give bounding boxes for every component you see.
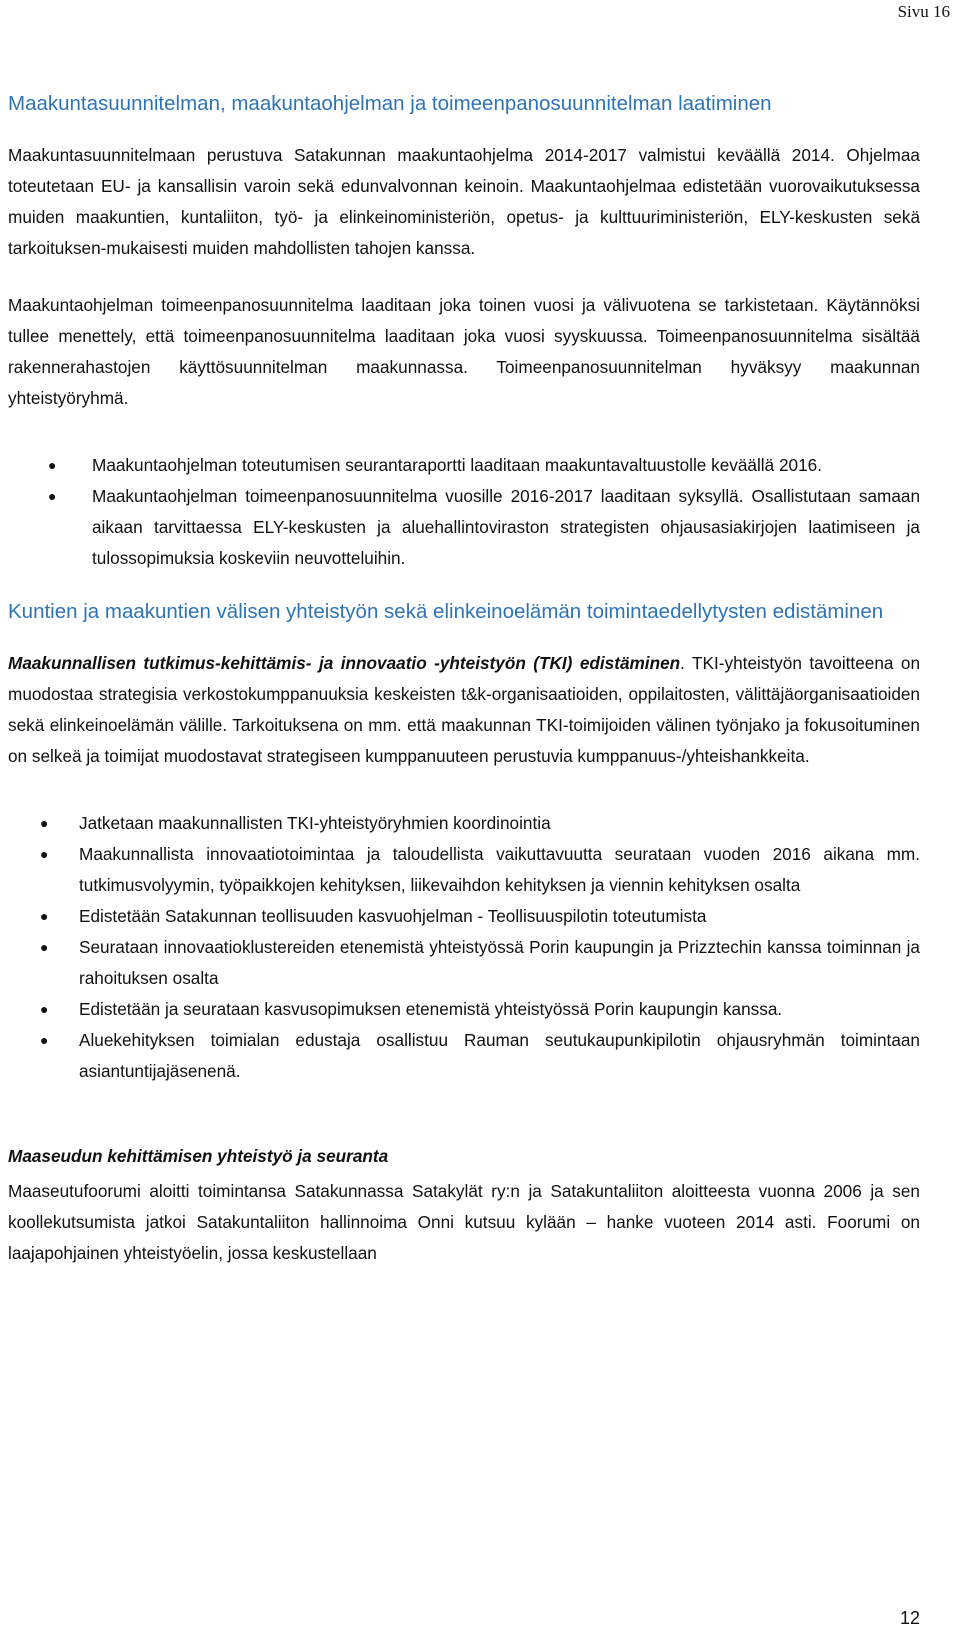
lead-text-rest: . TKI-yhteistyön tavoitteena on muodostaa strategisia verkostokumppanuuksia keskeisten t&k-organisaatioiden, oppilaitosten, välittäjäorganisaatioiden sekä elinkeinoelämän välille. Tarkoituksena on mm. että maakunnan TKI-toimijoiden välinen työnjako ja fokusoituminen on selkeä ja toimijat muodostavat strategiseen kumppanuuteen perustuvia kumppanuus-/yhteishankkeita. bbox=[8, 653, 920, 766]
list-item: ● Maakuntaohjelman toimeenpanosuunnitelma vuosille 2016-2017 laaditaan syksyllä. Osallistutaan samaan aikaan tarvittaessa ELY-keskusten ja aluehallintoviraston strategisten ohjausasiakirjojen laatimiseen ja tulossopimuksia koskeviin neuvotteluihin. bbox=[8, 481, 920, 574]
list-item: ● Edistetään ja seurataan kasvusopimuksen etenemistä yhteistyössä Porin kaupungin kanssa. bbox=[8, 994, 920, 1025]
bullet-list-tki bbox=[8, 808, 920, 1087]
lead-text-bold: Maakunnallisen tutkimus-kehittämis- ja innovaatio -yhteistyön (TKI) edistäminen bbox=[8, 653, 681, 673]
bullet-icon: ● bbox=[48, 488, 57, 504]
bullet-icon: ● bbox=[40, 908, 49, 924]
list-item: ● Jatketaan maakunnallisten TKI-yhteistyöryhmien koordinointia bbox=[8, 808, 920, 839]
paragraph-maakuntaohjelma: Maakuntasuunnitelmaan perustuva Satakunnan maakuntaohjelma 2014-2017 valmistui keväällä 2014. Ohjelmaa toteutetaan EU- ja kansallisin varoin sekä edunvalvonnan keinoin. Maakuntaohjelmaa edistetään vuorovaikutuksessa muiden maakuntien, kuntaliiton, työ- ja elinkeinoministeriön, opetus- ja kulttuuriministeriön, ELY-keskusten sekä tarkoituksen-mukaisesti muiden mahdollisten tahojen kanssa. bbox=[8, 145, 920, 258]
bullet-icon: ● bbox=[40, 815, 49, 831]
document-body bbox=[8, 88, 920, 1269]
bullet-icon: ● bbox=[40, 1032, 49, 1048]
paragraph-maaseutufoorumi: Maaseutufoorumi aloitti toimintansa Satakunnassa Satakylät ry:n ja Satakuntaliiton aloitteesta vuonna 2006 ja sen koollekutsumista jatkoi Satakuntaliiton hallinnoima Onni kutsuu kylään – hanke vuoteen 2014 asti. Foorumi on laajapohjainen yhteistyöelin, jossa keskustellaan bbox=[8, 1181, 920, 1263]
list-item: ● Edistetään Satakunnan teollisuuden kasvuohjelman - Teollisuuspilotin toteutumista bbox=[8, 901, 920, 932]
list-item: ● Seurataan innovaatioklustereiden etenemistä yhteistyössä Porin kaupungin ja Prizztechin kanssa toiminnan ja rahoituksen osalta bbox=[8, 932, 920, 994]
bullet-icon: ● bbox=[48, 457, 57, 473]
page-number: 12 bbox=[899, 1608, 920, 1628]
bullet-icon: ● bbox=[40, 939, 49, 955]
paragraph-tki bbox=[8, 648, 920, 772]
page-header-label: Sivu 16 bbox=[897, 2, 950, 21]
bullet-icon: ● bbox=[40, 846, 49, 862]
list-item: ● Maakuntaohjelman toteutumisen seurantaraportti laaditaan maakuntavaltuustolle keväällä 2016. bbox=[8, 450, 920, 481]
bullet-icon: ● bbox=[40, 1001, 49, 1017]
section-heading-plans: Maakuntasuunnitelman, maakuntaohjelman ja toimeenpanosuunnitelman laatiminen bbox=[8, 92, 772, 115]
paragraph-toimeenpanosuunnitelma: Maakuntaohjelman toimeenpanosuunnitelma laaditaan joka toinen vuosi ja välivuotena se tarkistetaan. Käytännöksi tullee menettely, että toimeenpanosuunnitelma laaditaan joka vuosi syyskuussa. Toimeenpanosuunnitelma sisältää rakennerahastojen käyttösuunnitelman maakunnassa. Toimeenpanosuunnitelman hyväksyy maakunnan yhteistyöryhmä. bbox=[8, 295, 920, 408]
subheading-maaseutu: Maaseudun kehittämisen yhteistyö ja seuranta bbox=[8, 1146, 389, 1166]
bullet-list-plans bbox=[8, 450, 920, 574]
list-item: ● Aluekehityksen toimialan edustaja osallistuu Rauman seutukaupunkipilotin ohjausryhmän toimintaan asiantuntijajäsenenä. bbox=[8, 1025, 920, 1087]
section-heading-cooperation: Kuntien ja maakuntien välisen yhteistyön sekä elinkeinoelämän toimintaedellytysten edistäminen bbox=[8, 600, 884, 623]
list-item: ● Maakunnallista innovaatiotoimintaa ja taloudellista vaikuttavuutta seurataan vuoden 2016 aikana mm. tutkimusvolyymin, työpaikkojen kehityksen, liikevaihdon kehityksen ja viennin kehityksen osalta bbox=[8, 839, 920, 901]
